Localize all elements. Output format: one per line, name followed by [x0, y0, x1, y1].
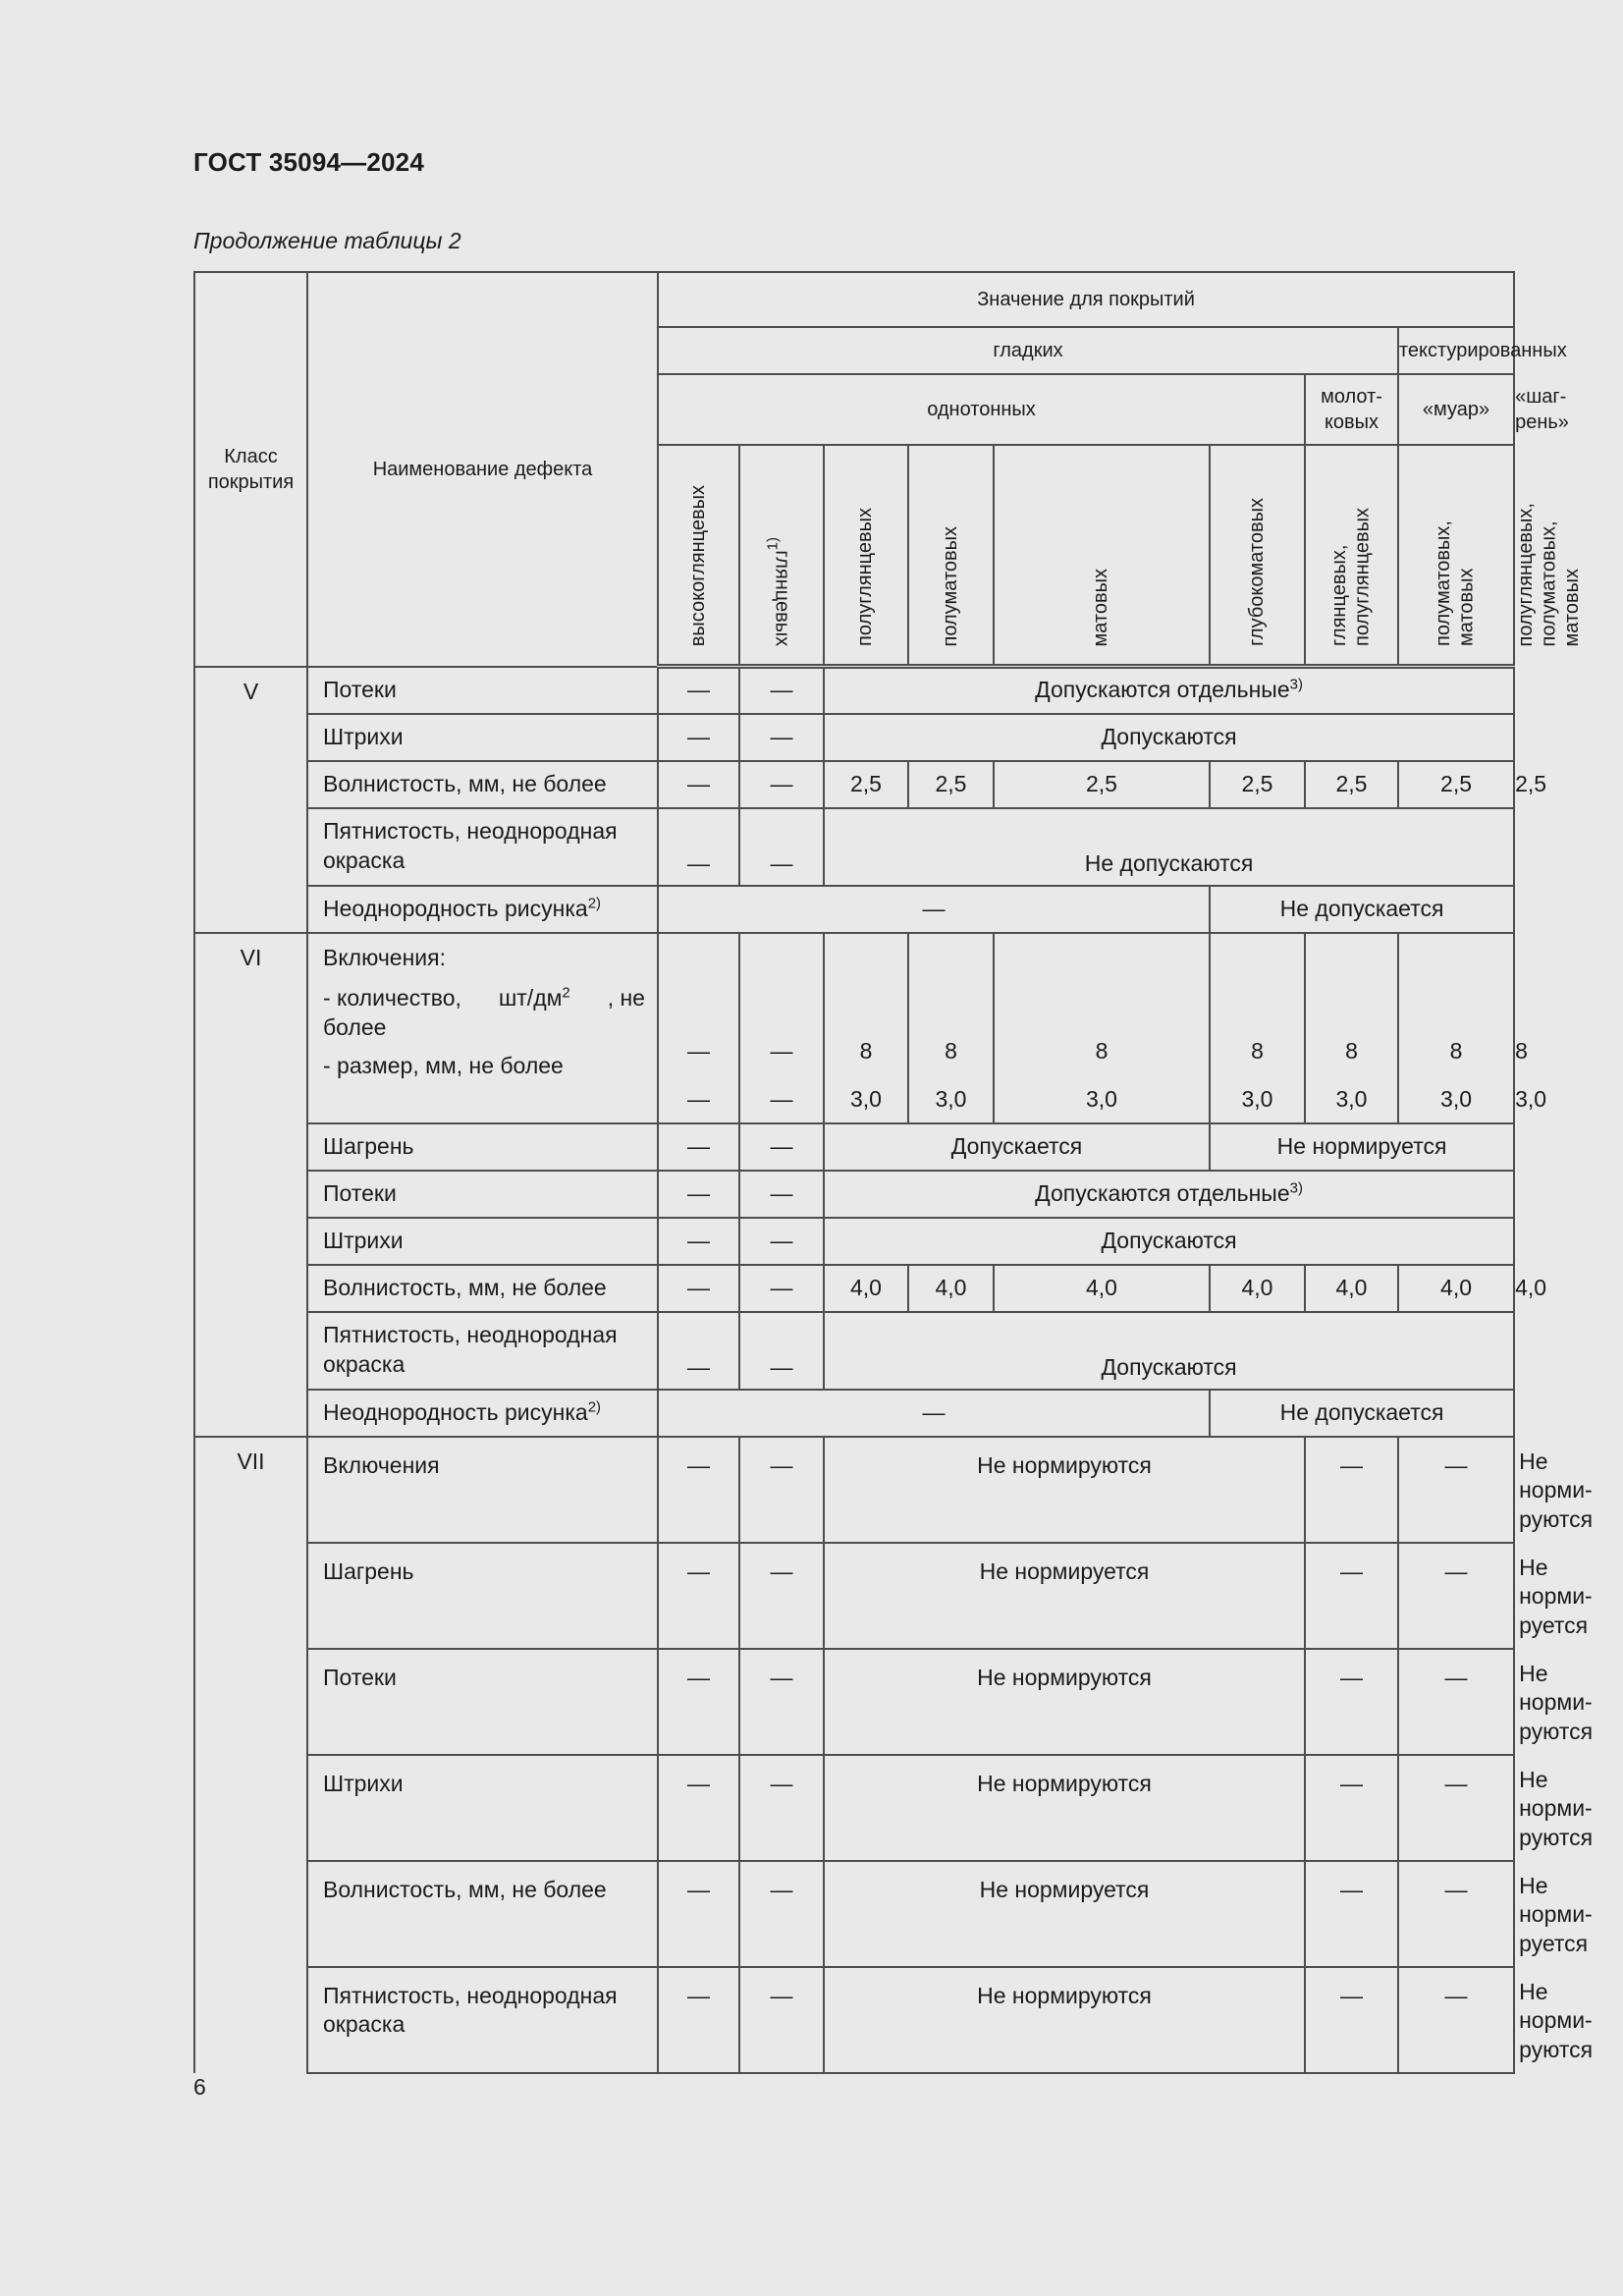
value-cell: 2,5: [824, 761, 908, 808]
value-cell: 4,0: [824, 1265, 908, 1312]
defect-name: Шагрень: [307, 1123, 658, 1171]
dash-cell: —: [1398, 1967, 1514, 2073]
dash-cell: —: [658, 667, 739, 714]
defect-name: Потеки: [307, 1171, 658, 1218]
header-smooth: гладких: [658, 327, 1398, 374]
header-textured: текстурированных: [1398, 327, 1514, 374]
dash-cell: —: [739, 667, 824, 714]
dash-cell: —: [739, 1171, 824, 1218]
dash-cell: —: [739, 1755, 824, 1861]
defect-name-inclusions: Включения: - количество, $шт/дм^2$ , не более - размер, мм, не более: [307, 933, 658, 1123]
class-vii-label: VII: [194, 1437, 307, 2073]
defect-name: Пятнистость, неоднородная окраска: [307, 1312, 658, 1390]
dash-cell: —: [658, 1123, 739, 1171]
col-deep-matte: глубокоматовых: [1210, 445, 1305, 667]
value-cell: 2,5: [908, 761, 994, 808]
defect-name: Пятнистость, неоднородная окраска: [307, 1967, 658, 2073]
value-cell: Не допускаются: [824, 808, 1514, 886]
inclusion-cell: 8 3,0: [994, 933, 1210, 1123]
header-class: Класс покрытия: [194, 272, 307, 667]
col-moire-matte: полуматовых, матовых: [1398, 445, 1514, 667]
dash-cell: —: [739, 1218, 824, 1265]
value-cell: 4,0: [994, 1265, 1210, 1312]
col-high-gloss: высокоглянцевых: [658, 445, 739, 667]
dash-cell: —: [658, 714, 739, 761]
dash-cell: —: [739, 761, 824, 808]
page-number: 6: [193, 2074, 206, 2100]
col-semi-matte: полуматовых: [908, 445, 994, 667]
defect-name: Волнистость, мм, не более: [307, 761, 658, 808]
dash-cell: —: [1305, 1543, 1398, 1649]
inclusion-cell: 8 3,0: [1398, 933, 1514, 1123]
dash-cell: —: [739, 1543, 824, 1649]
inclusion-cell: 8 3,0: [1210, 933, 1305, 1123]
value-cell: Допускаются отдельные$^{3)}$: [824, 667, 1514, 714]
dash-cell: —: [658, 761, 739, 808]
document-title: ГОСТ 35094—2024: [193, 147, 424, 177]
value-cell: Не допускается: [1210, 886, 1514, 933]
dash-cell: —: [1305, 1967, 1398, 2073]
dash-cell: —: [739, 808, 824, 886]
defect-name: Потеки: [307, 1649, 658, 1755]
col-hammer-gloss: глянцевых, полуглянцевых: [1305, 445, 1398, 667]
inclusion-cell: — —: [658, 933, 739, 1123]
inclusion-cell: 8 3,0: [824, 933, 908, 1123]
dash-cell: —: [658, 886, 1210, 933]
value-cell: Не нормируется: [824, 1861, 1305, 1967]
value-cell: Не нормируется: [824, 1543, 1305, 1649]
dash-cell: —: [739, 1123, 824, 1171]
defect-name: Штрихи: [307, 714, 658, 761]
defect-name: Шагрень: [307, 1543, 658, 1649]
dash-cell: —: [739, 1312, 824, 1390]
dash-cell: —: [739, 1265, 824, 1312]
value-cell: Допускаются: [824, 1312, 1514, 1390]
value-cell: Допускаются отдельные$^{3)}$: [824, 1171, 1514, 1218]
defect-name: Штрихи: [307, 1755, 658, 1861]
dash-cell: —: [1305, 1649, 1398, 1755]
dash-cell: —: [1398, 1861, 1514, 1967]
header-solid: однотонных: [658, 374, 1305, 445]
dash-cell: —: [1305, 1437, 1398, 1543]
value-cell: Допускается: [824, 1123, 1210, 1171]
defect-name: Штрихи: [307, 1218, 658, 1265]
dash-cell: —: [658, 1437, 739, 1543]
defect-name: Включения: [307, 1437, 658, 1543]
value-cell: 4,0: [1210, 1265, 1305, 1312]
defect-name: Пятнистость, неоднородная окраска: [307, 808, 658, 886]
dash-cell: —: [658, 1390, 1210, 1437]
value-cell: Не допускается: [1210, 1390, 1514, 1437]
dash-cell: —: [658, 1218, 739, 1265]
defects-table: Класс покрытия Наименование дефекта Значение для покрытий гладких текстурированных однотонных молот- ковых «муар» «шаг- рень» высокоглянцевых глянцевых$^{1)}$ полуглянцевых полуматовых матовых глубокоматовых глянцевых, полуглянцевых полуматовых, матовых полуглянцевых, полуматовых, матовых V Потеки — — Допускаются отдельные$^{3)}$ Штрихи — — Допускаются Волнистость, мм, не более — — 2,5 2,5 2,5 2,5 2,5 2,5 2,5 Пятнистость, неоднородная окраска — — Не допускаются Неоднородность рисунка$^{2)}$ — Не допускается VI Включения: - количество, $шт/дм^2$ , не более - размер, мм, не более — — — — 8 3,0 8 3,0 8 3,0 8 3,0 8 3,0 8 3,0 8 3,0 Шагрень — — Допускается Не нормируется Потеки — — Допускаются отдельные$^{3)}$ Штрихи — — Допускаются Волнистость, мм, не более — — 4,0 4,0 4,0 4,0 4,0 4,0 4,0 Пятнистость, неоднородная окраска — — Допускаются Неоднородность рисунка$^{2)}$ — Не допускается VII Включения — — Не нормируются — — Не норми- руются Шагрень — — Не нормируется — — Не норми- руется Потеки — — Не нормируются — — Не норми- руются Штрихи — — Не нормируются — — Не норми- руются Волнистость, мм, не более — — Не нормируется — — Не норми- руется Пятнистость, неоднородная окраска — — Не нормируются — — Не норми- руются: [193, 271, 1515, 2074]
value-cell: Допускаются: [824, 714, 1514, 761]
defect-name: Неоднородность рисунка$^{2)}$: [307, 1390, 658, 1437]
value-cell: Не нормируются: [824, 1967, 1305, 2073]
defect-name: Потеки: [307, 667, 658, 714]
col-matte: матовых: [994, 445, 1210, 667]
dash-cell: —: [658, 1967, 739, 2073]
header-moire: «муар»: [1398, 374, 1514, 445]
defect-name: Волнистость, мм, не более: [307, 1861, 658, 1967]
value-cell: 2,5: [1305, 761, 1398, 808]
dash-cell: —: [1398, 1543, 1514, 1649]
dash-cell: —: [739, 1861, 824, 1967]
inclusion-cell: 8 3,0: [908, 933, 994, 1123]
header-values: Значение для покрытий: [658, 272, 1514, 327]
dash-cell: —: [658, 808, 739, 886]
col-gloss: глянцевых$^{1)}$: [739, 445, 824, 667]
class-v-label: V: [194, 667, 307, 933]
inclusion-cell: 8 3,0: [1305, 933, 1398, 1123]
defect-name: Волнистость, мм, не более: [307, 1265, 658, 1312]
dash-cell: —: [739, 1649, 824, 1755]
col-semi-gloss: полуглянцевых: [824, 445, 908, 667]
header-hammer: молот- ковых: [1305, 374, 1398, 445]
dash-cell: —: [658, 1861, 739, 1967]
value-cell: Не нормируется: [1210, 1123, 1514, 1171]
dash-cell: —: [1305, 1755, 1398, 1861]
dash-cell: —: [739, 1437, 824, 1543]
dash-cell: —: [739, 714, 824, 761]
dash-cell: —: [1398, 1437, 1514, 1543]
value-cell: Не нормируются: [824, 1437, 1305, 1543]
value-cell: 2,5: [1398, 761, 1514, 808]
value-cell: Не нормируются: [824, 1649, 1305, 1755]
dash-cell: —: [1398, 1755, 1514, 1861]
dash-cell: —: [658, 1171, 739, 1218]
dash-cell: —: [1305, 1861, 1398, 1967]
value-cell: 4,0: [908, 1265, 994, 1312]
dash-cell: —: [1398, 1649, 1514, 1755]
dash-cell: —: [658, 1312, 739, 1390]
value-cell: 2,5: [994, 761, 1210, 808]
value-cell: 2,5: [1210, 761, 1305, 808]
header-defect-name: Наименование дефекта: [307, 272, 658, 667]
inclusion-cell: — —: [739, 933, 824, 1123]
dash-cell: —: [658, 1543, 739, 1649]
dash-cell: —: [739, 1967, 824, 2073]
defect-name: Неоднородность рисунка$^{2)}$: [307, 886, 658, 933]
table-continuation-caption: Продолжение таблицы 2: [193, 228, 461, 253]
value-cell: 4,0: [1305, 1265, 1398, 1312]
dash-cell: —: [658, 1649, 739, 1755]
dash-cell: —: [658, 1755, 739, 1861]
class-vi-label: VI: [194, 933, 307, 1437]
dash-cell: —: [658, 1265, 739, 1312]
value-cell: 4,0: [1398, 1265, 1514, 1312]
value-cell: Допускаются: [824, 1218, 1514, 1265]
value-cell: Не нормируются: [824, 1755, 1305, 1861]
